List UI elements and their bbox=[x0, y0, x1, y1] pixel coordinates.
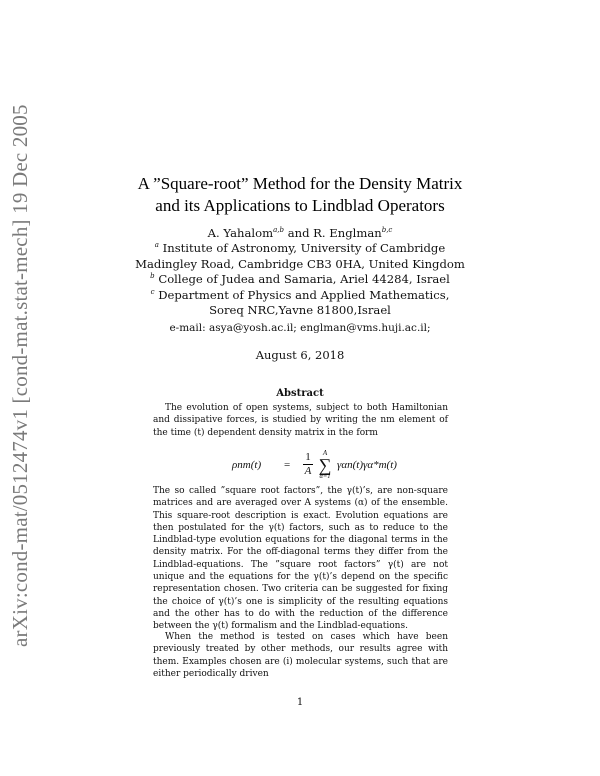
formula-equals: = bbox=[284, 459, 291, 471]
contact-email: e-mail: asya@yosh.ac.il; englman@vms.huji.ac.il; bbox=[169, 322, 431, 334]
affiliation-b-label: b bbox=[150, 272, 155, 281]
affiliation-b-text: College of Judea and Samaria, Ariel 44284, Israel bbox=[158, 272, 450, 287]
sum-upper-limit: A bbox=[322, 449, 328, 457]
author-1-affiliation: a,b bbox=[273, 226, 284, 234]
affiliation-a bbox=[0, 241, 600, 256]
fraction-numerator: 1 bbox=[305, 451, 311, 463]
affiliation-b bbox=[0, 272, 600, 287]
sum-lower-limit: α=1 bbox=[319, 473, 331, 480]
affiliation-a-line-2: Madingley Road, Cambridge CB3 0HA, United Kingdom bbox=[135, 256, 465, 271]
abstract-heading: Abstract bbox=[276, 388, 324, 399]
author-block bbox=[0, 226, 600, 318]
affiliation-a-line-1: Institute of Astronomy, University of Cambridge bbox=[162, 241, 446, 256]
title-line-2: and its Applications to Lindblad Operators bbox=[155, 196, 445, 215]
author-line bbox=[0, 226, 600, 241]
abstract-paragraph-2: The so called ”square root factors”, the γ(t)’s, are non-square matrices and are averaged over A systems (α) of the ensemble. This square-root description is exact. Evolution equations are then postulated for the γ(t) factors, such as to reduce to the Lindblad-type evolution equations for the diagonal terms in the density matrix. For the off-diagonal terms they differ from the Lindblad-equations. The ”square root factors” γ(t) are not unique and the equations for the γ(t)’s depend on the specific representation chosen. Two criteria can be suggested for fixing the choice of γ(t)’s one is simplicity of the resulting equations and the other has to do with the reduction of the difference between the γ(t) formalism and the Lindblad-equations. bbox=[153, 486, 448, 632]
formula-summation bbox=[315, 450, 335, 480]
paper-title bbox=[0, 173, 600, 217]
affiliation-c-line-2: Soreq NRC,Yavne 81800,Israel bbox=[209, 303, 391, 318]
title-line-1: A ”Square-root” Method for the Density Matrix bbox=[137, 174, 463, 193]
affiliation-c-label: c bbox=[150, 287, 155, 296]
abstract-paragraph-3: When the method is tested on cases which have been previously treated by other methods, our results agree with them. Examples chosen are (i) molecular systems, such that are either periodically driven bbox=[153, 632, 448, 679]
arxiv-identifier: arXiv:cond-mat/0512474v1 [cond-mat.stat-mech] 19 Dec 2005 bbox=[8, 104, 32, 647]
paper-date: August 6, 2018 bbox=[255, 348, 345, 362]
fraction-denominator: A bbox=[304, 465, 312, 477]
affiliation-a-label: a bbox=[154, 241, 159, 250]
author-1: A. Yahalom bbox=[207, 226, 274, 240]
author-2-affiliation: b,c bbox=[381, 226, 393, 234]
page-number: 1 bbox=[296, 697, 304, 708]
formula-rhs: γαn(t)γα*m(t) bbox=[337, 459, 397, 471]
author-2: and R. Englman bbox=[287, 226, 382, 240]
affiliation-c bbox=[0, 288, 600, 303]
formula-fraction bbox=[303, 451, 313, 478]
density-matrix-formula bbox=[232, 448, 432, 484]
affiliation-c-line-1: Department of Physics and Applied Mathematics, bbox=[158, 287, 450, 302]
sum-symbol: ∑ bbox=[318, 455, 332, 475]
abstract-paragraph-1: The evolution of open systems, subject to both Hamiltonian and dissipative forces, is studied by writing the nm element of the time (t) dependent density matrix in the form bbox=[153, 403, 448, 438]
formula-lhs: ρnm(t) bbox=[232, 459, 262, 471]
